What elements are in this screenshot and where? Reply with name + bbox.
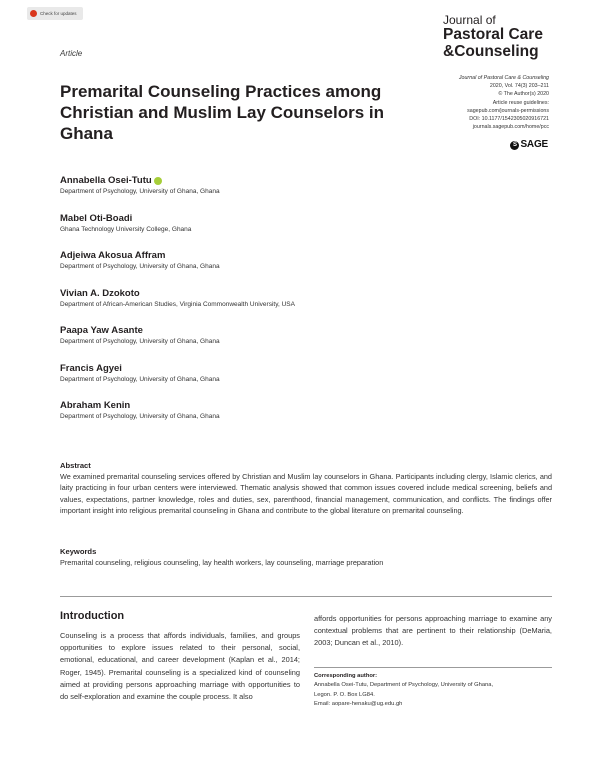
introduction-column-2: affords opportunities for persons approaching marriage to examine any contextual problems that are pertinent to their relationship (DeMaria, 2003; Duncan et al., 2010). (314, 614, 552, 648)
meta-home-link[interactable]: journals.sagepub.com/home/pcc (472, 124, 549, 131)
author-name: Francis Agyei (60, 362, 122, 374)
updates-icon (30, 10, 37, 17)
author-item (60, 288, 440, 326)
journal-logo-line1: Journal of (443, 13, 496, 27)
author-list (60, 175, 440, 438)
corresponding-author-email[interactable]: Email: aopare-henaku@ug.edu.gh (314, 700, 403, 707)
author-item (60, 175, 440, 213)
abstract-text: We examined premarital counseling services offered by Christian and Muslim lay counselors in Ghana. Participants including clergy, Islamic clerics, and laity practicing in four urban centers were interviewed. Thematic analysis showed that common issues covered include medical screening, beliefs and values, expectations, partner knowledge, roles and duties, sex, parenthood, financial management, communication, and conflicts. The findings offer important insight into religious premarital counseling in Ghana and contribute to the global literature on premarital counseling. (60, 472, 552, 516)
keywords-heading: Keywords (60, 547, 97, 556)
meta-journal-name: Journal of Pastoral Care & Counseling (458, 75, 549, 81)
author-affiliation: Department of Psychology, University of Ghana, Ghana (60, 338, 220, 345)
article-type-label: Article (60, 49, 83, 58)
author-affiliation: Department of Psychology, University of Ghana, Ghana (60, 413, 220, 420)
journal-logo-line2: Pastoral Care (443, 26, 543, 43)
author-name: Paapa Yaw Asante (60, 325, 143, 336)
corresponding-author-line2: Legon. P. O. Box LG84. (314, 691, 375, 698)
keywords-text: Premarital counseling, religious counseling, lay health workers, lay counseling, marriage preparation (60, 558, 384, 567)
meta-doi[interactable]: DOI: 10.1177/1542305020916721 (469, 116, 549, 123)
author-name: Adjeiwa Akosua Affram (60, 250, 166, 261)
author-item (60, 363, 440, 401)
meta-reuse: Article reuse guidelines: (492, 99, 549, 106)
article-title: Premarital Counseling Practices among Christian and Muslim Lay Counselors in Ghana (60, 82, 384, 143)
orcid-icon[interactable] (154, 177, 162, 185)
publisher-name: SAGE (520, 139, 548, 150)
author-name: Annabella Osei-Tutu (60, 175, 152, 186)
corresponding-author (314, 672, 552, 709)
corresponding-author-line1: Annabella Osei-Tutu, Department of Psychology, University of Ghana, (314, 682, 494, 689)
introduction-column-1: Counseling is a process that affords individuals, families, and groups opportunities to explore issues related to their personal, social, emotional, educational, and career development (Kaplan et al., 2014; Roger, 1945). Premarital counseling is a specialized kind of counseling aimed at providing persons approaching marriage with opportunities to do self-exploration and examine the couple process. It also (60, 631, 300, 702)
check-for-updates-badge[interactable] (27, 7, 83, 20)
author-name: Vivian A. Dzokoto (60, 287, 140, 299)
meta-copyright: © The Author(s) 2020 (498, 91, 549, 98)
author-affiliation: Ghana Technology University College, Ghana (60, 225, 192, 233)
publication-meta (459, 74, 549, 131)
introduction-heading: Introduction (60, 610, 125, 622)
corresponding-author-heading: Corresponding author: (314, 673, 378, 679)
journal-logo (443, 14, 543, 59)
journal-logo-line3: &Counseling (443, 42, 539, 60)
author-name: Abraham Kenin (60, 400, 131, 411)
author-affiliation: Department of Psychology, University of Ghana, Ghana (60, 263, 220, 270)
author-name: Mabel Oti-Boadi (60, 212, 133, 224)
section-divider (60, 596, 552, 597)
author-item (60, 213, 440, 251)
meta-reuse-link[interactable]: sagepub.com/journals-permissions (467, 107, 549, 114)
author-item (60, 250, 440, 288)
author-affiliation: Department of Psychology, University of Ghana, Ghana (60, 188, 220, 195)
publisher-logo (510, 139, 548, 150)
correspondence-divider (314, 667, 552, 668)
author-item (60, 400, 440, 438)
updates-label: Check for updates (40, 11, 77, 16)
meta-volume: 2020, Vol. 74(3) 203–211 (489, 83, 549, 90)
abstract-section (60, 460, 552, 517)
author-affiliation: Department of Psychology, University of Ghana, Ghana (60, 375, 220, 383)
author-item (60, 325, 440, 363)
keywords-section (60, 546, 552, 568)
author-affiliation: Department of African-American Studies, Virginia Commonwealth University, USA (60, 300, 295, 308)
sage-logo-icon: S (510, 141, 519, 150)
abstract-heading: Abstract (60, 461, 91, 470)
